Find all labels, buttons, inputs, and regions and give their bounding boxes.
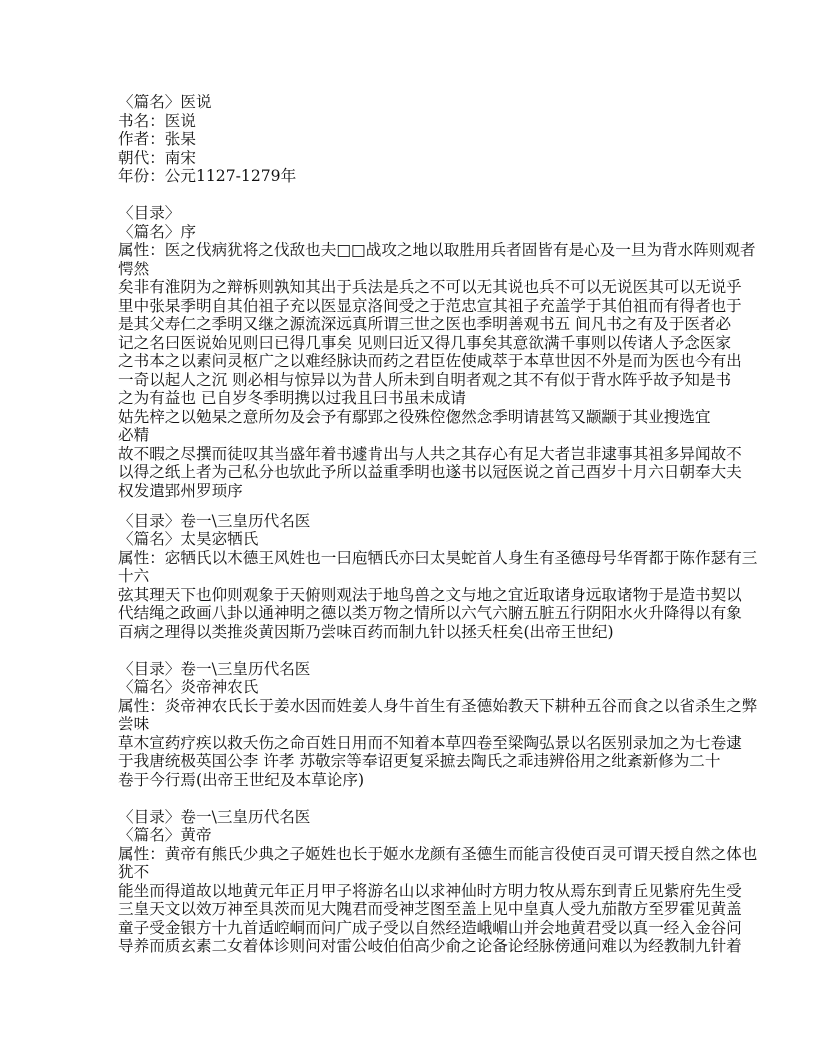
text-line: 草木宣药疗疾以救夭伤之命百姓日用而不知着本草四卷至梁陶弘景以名医别录加之为七卷逮: [118, 733, 742, 752]
text-line: 导养而质玄素二女着体诊则问对雷公岐伯伯高少俞之论备论经脉傍通问难以为经教制九针着: [118, 937, 742, 955]
section-heading: 〈篇名〉黄帝: [118, 826, 212, 844]
text-line: 姑先梓之以勉杲之意所勿及会予有鄢郢之役殊倥偬然念季明请甚笃又颛颛于其业搜选宜: [118, 407, 711, 426]
text-line: 属性：医之伐病犹将之伐敌也夫□□战攻之地以取胜用兵者固皆有是心及一旦为背水阵则观者: [118, 241, 756, 259]
text-line: 卷于今行焉(出帝王世纪及本草论序): [118, 770, 365, 789]
text-line: 童子受金银方十九首适崆峒而问广成子受以自然经造峨嵋山并会地黄君受以真一经入金谷问: [118, 918, 742, 937]
section-heading: 〈篇名〉炎帝神农氏: [118, 678, 259, 696]
text-line: 是其父寿仁之季明又继之源流深远真所谓三世之医也季明善观书五 间凡书之有及于医者必: [118, 315, 732, 333]
text-line: 犹不: [118, 863, 150, 881]
text-line: 三皇天文以效万神至具茨而见大隗君而受神芝图至盖上见中皇真人受九茄散方至罗霍见黄盖: [118, 900, 742, 918]
text-line: 一奇以起人之沉 则必相与惊异以为昔人所未到自明者观之其不有似于背水阵乎故予知是书: [118, 370, 732, 389]
text-line: 朝代：南宋: [118, 148, 196, 167]
section-heading: 〈目录〉卷一\三皇历代名医: [118, 807, 311, 826]
text-line: 十六: [118, 567, 150, 585]
text-line: 于我唐统极英国公李 许孝 苏敬宗等奉诏更复采摭去陶氏之乖违辨俗用之纰紊新修为二十: [118, 752, 721, 770]
text-line: 故不暇之尽撰而徒叹其当盛年着书遽肯出与人共之其存心有足大者岂非逮事其祖多异闻故不: [118, 444, 742, 463]
text-line: 书名：医说: [118, 111, 196, 130]
text-line: 作者：张杲: [118, 130, 196, 148]
text-line: 里中张杲季明自其伯祖子充以医显京洛间受之于范忠宣其祖子充盖学于其伯祖而有得者也于: [118, 296, 742, 315]
text-line: 百病之理得以类推炎黄因斯乃尝味百药而制九针以拯夭枉矣(出帝王世纪): [118, 622, 614, 641]
blank-line: [118, 186, 718, 205]
blank-line: [118, 789, 718, 808]
section-heading: 〈目录〉: [118, 204, 181, 222]
section-heading: 〈目录〉卷一\三皇历代名医: [118, 511, 311, 530]
text-line: 记之名曰医说始见则曰已得几事矣 见则曰近又得几事矣其意欲满千事则以传诸人予念医家: [118, 333, 732, 352]
text-line: 之书本之以素问灵枢广之以难经脉诀而药之君臣佐使咸萃于本草世因不外是而为医也今有出: [118, 352, 742, 370]
text-line: 弦其理天下也仰则观象于天俯则观法于地鸟兽之文与地之宜近取诸身远取诸物于是造书契以: [118, 585, 742, 604]
text-line: 属性：宓牺氏以木德王风姓也一曰庖牺氏亦曰太昊蛇首人身生有圣德母号华胥都于陈作瑟有三: [118, 548, 758, 567]
document-body: [118, 93, 758, 956]
section-heading: 〈目录〉卷一\三皇历代名医: [118, 659, 311, 678]
text-line: 属性：炎帝神农氏长于姜水因而姓姜人身牛首生有圣德始教天下耕种五谷而食之以省杀生之弊: [118, 696, 758, 715]
section-heading: 〈篇名〉序: [118, 222, 196, 241]
text-line: 之为有益也 已自岁冬季明携以过我且曰书虽未成请: [118, 389, 467, 407]
text-line: 年份：公元1127-1279年: [118, 167, 297, 185]
text-line: 矣非有淮阴为之辩柝则孰知其出于兵法是兵之不可以无其说也兵不可以无说医其可以无说乎: [118, 278, 742, 296]
text-line: 以得之纸上者为己私分也欤此予所以益重季明也遂书以冠医说之首己酉岁十月六日朝奉大夫: [118, 463, 742, 481]
text-line: 必精: [118, 426, 150, 444]
text-line: 属性：黄帝有熊氏少典之子姬姓也长于姬水龙颜有圣德生而能言役使百灵可谓天授自然之体也: [118, 844, 758, 863]
blank-line: [118, 500, 718, 512]
text-line: 愕然: [118, 259, 150, 278]
text-line: 权发遣郢州罗顼序: [118, 481, 243, 500]
text-line: 代结绳之政画八卦以通神明之德以类万物之情所以六气六腑五脏五行阴阳水火升降得以有象: [118, 604, 742, 622]
text-line: 尝味: [118, 715, 150, 733]
blank-line: [118, 641, 718, 660]
text-line: 能坐而得道故以地黄元年正月甲子将游名山以求神仙时方明力牧从焉东到青丘见紫府先生受: [118, 881, 742, 900]
section-heading: 〈篇名〉医说: [118, 93, 212, 111]
section-heading: 〈篇名〉太昊宓牺氏: [118, 530, 259, 548]
